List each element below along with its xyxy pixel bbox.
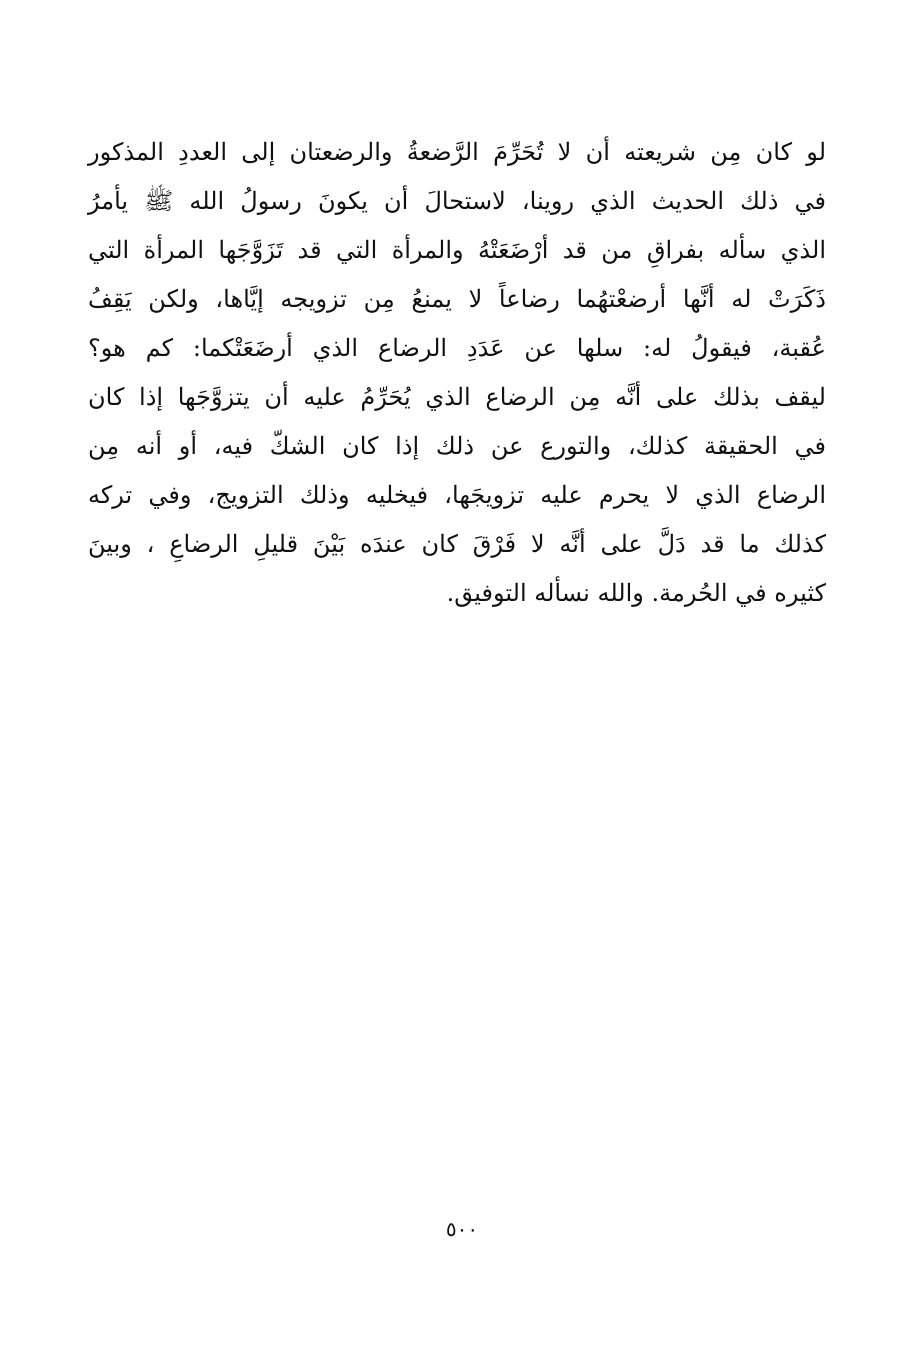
text-line-7: في الحقيقة كذلك، والتورع عن ذلك إذا كان الشكّ فيه، أو أنه مِن	[88, 432, 826, 460]
text-line-3: الذي سأله بفراقِ من قد أرْضَعَتْهُ والمرأة التي قد تَزَوَّجَها المرأة التي	[88, 236, 826, 264]
body-text	[88, 128, 826, 618]
text-line-6: ليقف بذلك على أنَّه مِن الرضاع الذي يُحَرِّمُ عليه أن يتزوَّجَها إذا كان	[88, 383, 826, 411]
text-line-9: كذلك ما قد دَلَّ على أنَّه لا فَرْقَ كان عندَه بَيْنَ قليلِ الرضاعِ ، وبينَ	[88, 530, 826, 558]
page-number: ٥٠٠	[445, 1217, 479, 1241]
text-line-1: لو كان مِن شريعته أن لا تُحَرِّمَ الرَّضعةُ والرضعتان إلى العددِ المذكور	[88, 138, 826, 166]
text-line-2: في ذلك الحديث الذي روينا، لاستحالَ أن يكونَ رسولُ الله ﷺ يأمرُ	[88, 187, 826, 215]
text-line-8: الرضاع الذي لا يحرم عليه تزويجَها، فيخليه وذلك التزويج، وفي تركه	[88, 481, 826, 509]
text-line-10: كثيره في الحُرمة. والله نسأله التوفيق.	[446, 579, 826, 607]
text-line-4: ذَكَرَتْ له أنَّها أرضعْتهُما رضاعاً لا يمنعُ مِن تزويجه إيَّاها، ولكن يَقِفُ	[88, 285, 826, 313]
text-line-5: عُقبة، فيقولُ له: سلها عن عَدَدِ الرضاع الذي أرضَعَتْكما: كم هو؟	[88, 334, 826, 362]
